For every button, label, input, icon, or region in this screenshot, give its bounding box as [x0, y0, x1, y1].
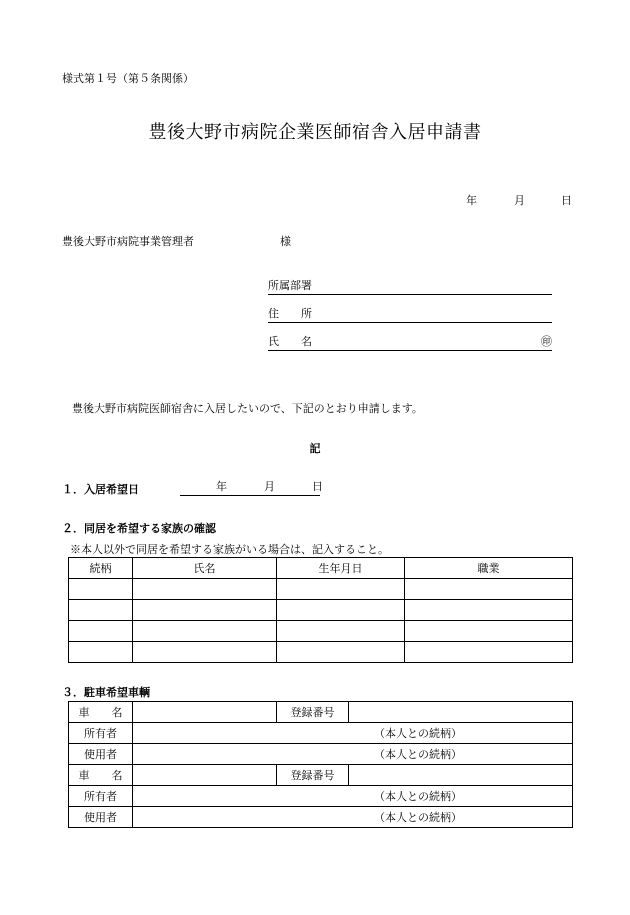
parking-table [68, 701, 573, 828]
reg-number-label: 登録番号 [277, 765, 349, 786]
table-cell[interactable] [405, 621, 573, 642]
owner-label: 所有者 [69, 723, 133, 744]
table-cell[interactable] [277, 600, 405, 621]
section1-title: １．入居希望日 [62, 483, 139, 496]
user-label: 使用者 [69, 807, 133, 828]
addressee-honorific: 様 [280, 235, 291, 248]
header-birthdate: 生年月日 [277, 558, 405, 579]
family-note: ※本人以外で同居を希望する家族がいる場合は、記入すること。 [70, 543, 389, 556]
date-day-label: 日 [561, 194, 572, 207]
table-cell[interactable] [405, 642, 573, 663]
addressee-name: 豊後大野市病院事業管理者 [62, 235, 194, 248]
table-cell[interactable] [69, 621, 133, 642]
table-row [69, 579, 573, 600]
application-statement: 豊後大野市病院医師宿舎に入居したいので、下記のとおり申請します。 [72, 402, 423, 415]
movein-month-label: 月 [264, 480, 275, 493]
name-field[interactable] [268, 334, 552, 351]
department-field[interactable] [268, 278, 552, 295]
car-name-cell[interactable] [133, 702, 277, 723]
user-cell[interactable] [133, 744, 573, 765]
table-cell[interactable] [405, 579, 573, 600]
date-year-label: 年 [466, 194, 477, 207]
movein-date-field[interactable] [180, 480, 323, 496]
ki-heading: 記 [309, 442, 321, 455]
car-name-cell[interactable] [133, 765, 277, 786]
family-table [68, 557, 573, 663]
header-name: 氏名 [133, 558, 277, 579]
movein-day-label: 日 [312, 480, 323, 493]
name-label: 氏 名 [268, 335, 312, 348]
owner-cell[interactable] [133, 786, 573, 807]
table-row [69, 621, 573, 642]
header-occupation: 職業 [405, 558, 573, 579]
relation-label: （本人との続柄） [374, 790, 462, 803]
owner-cell[interactable] [133, 723, 573, 744]
reg-number-cell[interactable] [349, 765, 573, 786]
reg-number-label: 登録番号 [277, 702, 349, 723]
table-row [69, 744, 573, 765]
table-cell[interactable] [69, 600, 133, 621]
table-cell[interactable] [405, 600, 573, 621]
table-cell[interactable] [69, 579, 133, 600]
movein-year-label: 年 [216, 480, 227, 493]
table-row [69, 600, 573, 621]
table-row [69, 765, 573, 786]
table-cell[interactable] [133, 579, 277, 600]
reg-number-cell[interactable] [349, 702, 573, 723]
table-row [69, 786, 573, 807]
table-cell[interactable] [133, 621, 277, 642]
relation-label: （本人との続柄） [374, 748, 462, 761]
table-cell[interactable] [277, 579, 405, 600]
relation-label: （本人との続柄） [374, 727, 462, 740]
table-cell[interactable] [277, 621, 405, 642]
page-title: 豊後大野市病院企業医師宿舎入居申請書 [148, 122, 482, 143]
table-cell[interactable] [277, 642, 405, 663]
address-field[interactable] [268, 306, 552, 323]
table-row [69, 642, 573, 663]
seal-mark: ㊞ [541, 335, 552, 348]
table-cell[interactable] [133, 642, 277, 663]
car-name-label: 車 名 [69, 765, 133, 786]
user-cell[interactable] [133, 807, 573, 828]
department-label: 所属部署 [268, 279, 312, 292]
table-cell[interactable] [69, 642, 133, 663]
address-label: 住 所 [268, 307, 312, 320]
section2-title: ２．同居を希望する家族の確認 [62, 522, 216, 535]
table-cell[interactable] [133, 600, 277, 621]
car-name-label: 車 名 [69, 702, 133, 723]
table-row [69, 723, 573, 744]
table-row [69, 807, 573, 828]
owner-label: 所有者 [69, 786, 133, 807]
date-month-label: 月 [514, 194, 525, 207]
user-label: 使用者 [69, 744, 133, 765]
form-number: 様式第１号（第５条関係） [62, 72, 194, 85]
relation-label: （本人との続柄） [374, 811, 462, 824]
header-relation: 続柄 [69, 558, 133, 579]
family-table-header [69, 558, 573, 579]
section3-title: ３．駐車希望車輌 [62, 686, 150, 699]
table-row [69, 702, 573, 723]
